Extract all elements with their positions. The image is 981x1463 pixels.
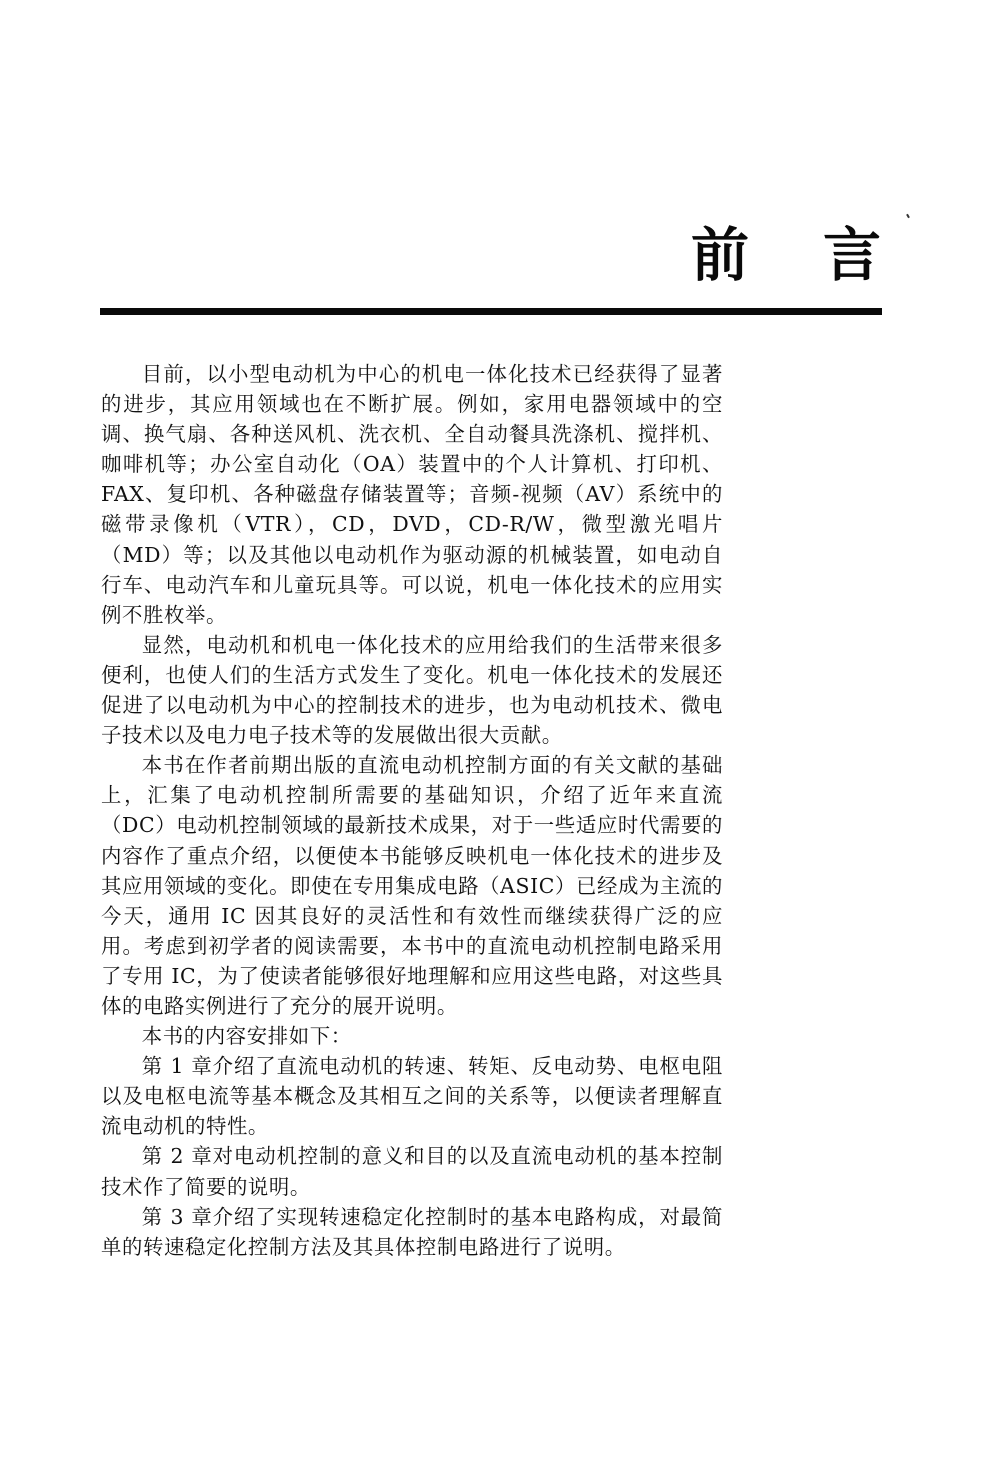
paragraph-benefits: 显然，电动机和机电一体化技术的应用给我们的生活带来很多便利，也使人们的生活方式发生了变化。机电一体化技术的发展还促进了以电动机为中心的控制技术的进步，也为电动机技术、微电子技术以及电力电子技术等的发展做出很大贡献。 [101, 632, 723, 748]
body-text [101, 359, 723, 1262]
paragraph-intro: 目前，以小型电动机为中心的机电一体化技术已经获得了显著的进步，其应用领域也在不断扩展。例如，家用电器领域中的空调、换气扇、各种送风机、洗衣机、全自动餐具洗涤机、搅拌机、咖啡机等；办公室自动化（OA）装置中的个人计算机、打印机、FAX、复印机、各种磁盘存储装置等；音频-视频（AV）系统中的磁带录像机（VTR），CD，DVD，CD-R/W，微型激光唱片（MD）等；以及其他以电动机作为驱动源的机械装置，如电动自行车、电动汽车和儿童玩具等。可以说，机电一体化技术的应用实例不胜枚举。 [101, 362, 723, 627]
paragraph-chapter-3: 第 3 章介绍了实现转速稳定化控制时的基本电路构成，对最简单的转速稳定化控制方法及其具体控制电路进行了说明。 [101, 1204, 723, 1259]
scan-speck [906, 214, 910, 218]
paragraph-chapter-2: 第 2 章对电动机控制的意义和目的以及直流电动机的基本控制技术作了简要的说明。 [101, 1144, 723, 1199]
paragraph-chapter-1: 第 1 章介绍了直流电动机的转速、转矩、反电动势、电枢电阻以及电枢电流等基本概念及其相互之间的关系等，以便读者理解直流电动机的特性。 [101, 1054, 723, 1139]
paragraph-contents-intro: 本书的内容安排如下： [141, 1024, 352, 1049]
paragraph-book-scope: 本书在作者前期出版的直流电动机控制方面的有关文献的基础上，汇集了电动机控制所需要的基础知识，介绍了近年来直流（DC）电动机控制领域的最新技术成果，对于一些适应时代需要的内容作了重点介绍，以便使本书能够反映机电一体化技术的进步及其应用领域的变化。即使在专用集成电路（ASIC）已经成为主流的今天，通用 IC 因其良好的灵活性和有效性而继续获得广泛的应用。考虑到初学者的阅读需要，本书中的直流电动机控制电路采用了专用 IC，为了使读者能够很好地理解和应用这些电路，对这些具体的电路实例进行了充分的展开说明。 [101, 753, 723, 1018]
page-title: 前言 [690, 221, 955, 289]
title-rule [100, 308, 882, 315]
